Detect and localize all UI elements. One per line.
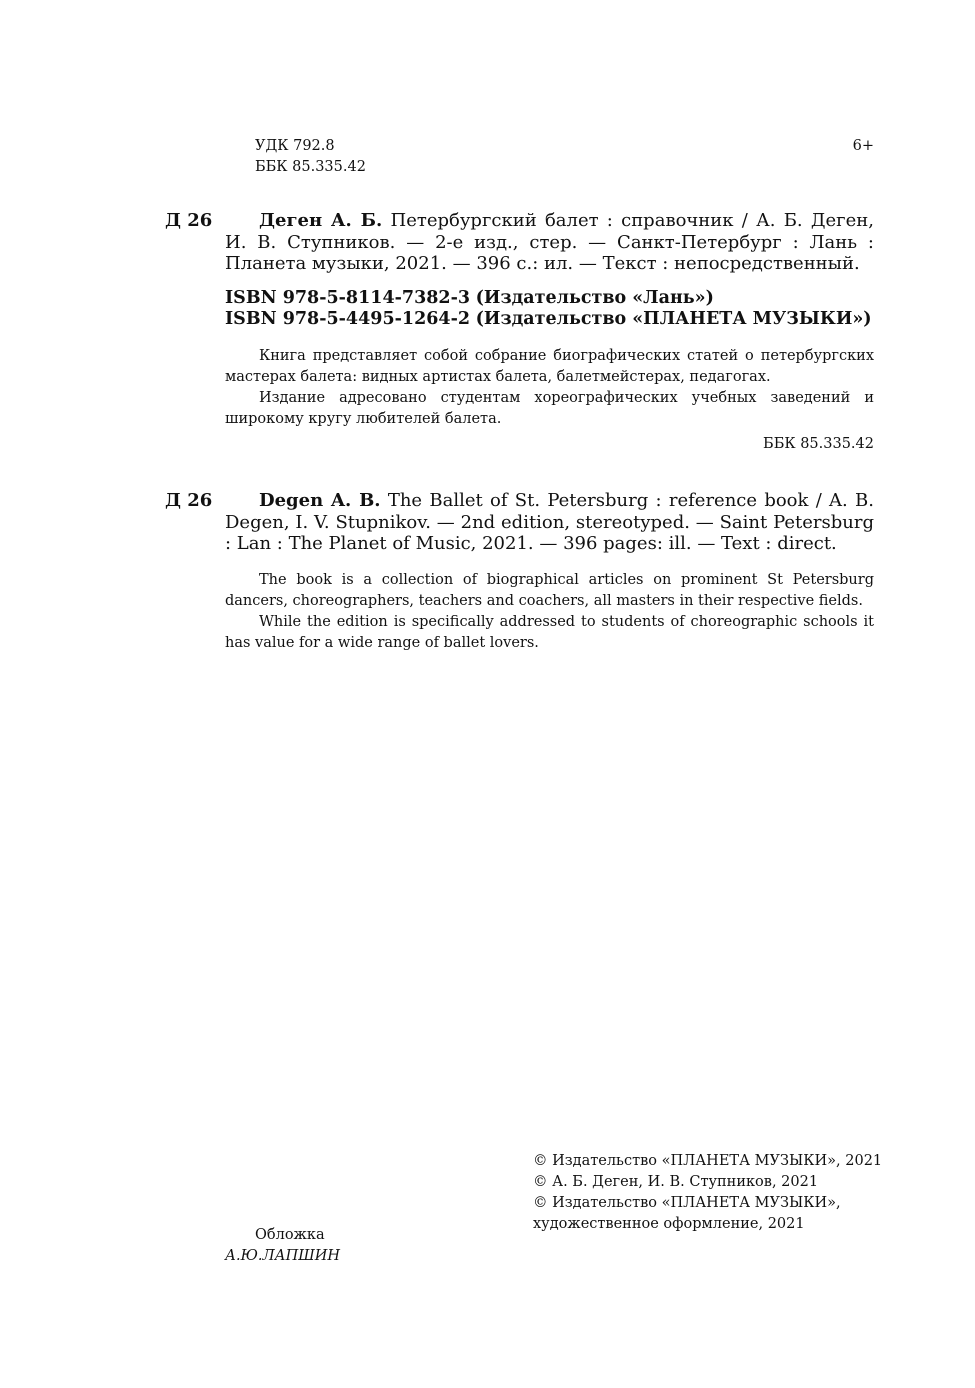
isbn-line-1 xyxy=(225,288,874,309)
en-entry-text: The Ballet of St. Petersburg : reference book / A. B. Degen, I. V. Stupnikov. — 2nd edition, stereotyped. — Saint Petersburg : Lan : The Planet of Music, 2021. — 396 pages: ill. — Text : direct. xyxy=(225,490,874,554)
ru-entry-code: Д 26 xyxy=(165,210,213,231)
en-entry-code: Д 26 xyxy=(165,490,213,511)
ru-bbk: ББК 85.335.42 xyxy=(763,436,874,452)
ru-abstract xyxy=(225,346,874,430)
bbk-code: ББК 85.335.42 xyxy=(255,159,366,175)
classification-codes xyxy=(255,136,555,178)
en-entry-author: Degen A. B. xyxy=(259,490,381,511)
copyright-line-2: © А. Б. Деген, И. В. Ступников, 2021 xyxy=(533,1174,819,1190)
ru-entry-author: Деген А. Б. xyxy=(259,210,383,231)
ru-abstract-p1: Книга представляет собой собрание биографических статей о петербургских мастерах балета: видных артистах балета, балетмейстерах, педагогах. xyxy=(225,348,874,385)
en-abstract-p2: While the edition is specifically addressed to students of choreographic schools it has value for a wide range of ballet lovers. xyxy=(225,614,874,651)
copyright-block xyxy=(533,1151,893,1235)
isbn-2-publisher: (Издательство «ПЛАНЕТА МУЗЫКИ») xyxy=(475,309,872,329)
cover-credit xyxy=(225,1225,525,1267)
isbn-1: ISBN 978-5-8114-7382-3 xyxy=(225,288,471,308)
ru-isbn-block xyxy=(225,288,874,330)
en-entry-description xyxy=(225,490,874,555)
ru-abstract-p2: Издание адресовано студентам хореографических учебных заведений и широкому кругу любителей балета. xyxy=(225,390,874,427)
copyright-line-1: © Издательство «ПЛАНЕТА МУЗЫКИ», 2021 xyxy=(533,1153,883,1169)
ru-entry-description xyxy=(225,210,874,275)
en-abstract-p1: The book is a collection of biographical articles on prominent St Petersburg dancers, choreographers, teachers and coachers, all masters in their respective fields. xyxy=(225,572,874,609)
isbn-line-2 xyxy=(225,309,874,330)
cover-artist: А.Ю.ЛАПШИН xyxy=(225,1248,341,1264)
isbn-2: ISBN 978-5-4495-1264-2 xyxy=(225,309,471,329)
copyright-line-4: художественное оформление, 2021 xyxy=(533,1216,805,1232)
cover-label: Обложка xyxy=(255,1227,325,1243)
ru-entry-text: Петербургский балет : справочник / А. Б. Деген, И. В. Ступников. — 2-е изд., стер. — Санкт-Петербург : Лань : Планета музыки, 2021. — 396 с.: ил. — Текст : непосредственный. xyxy=(225,210,874,274)
age-rating: 6+ xyxy=(852,138,874,154)
en-abstract xyxy=(225,570,874,654)
udk-code: УДК 792.8 xyxy=(255,138,335,154)
isbn-1-publisher: (Издательство «Лань») xyxy=(475,288,714,308)
copyright-line-3: © Издательство «ПЛАНЕТА МУЗЫКИ», xyxy=(533,1195,841,1211)
